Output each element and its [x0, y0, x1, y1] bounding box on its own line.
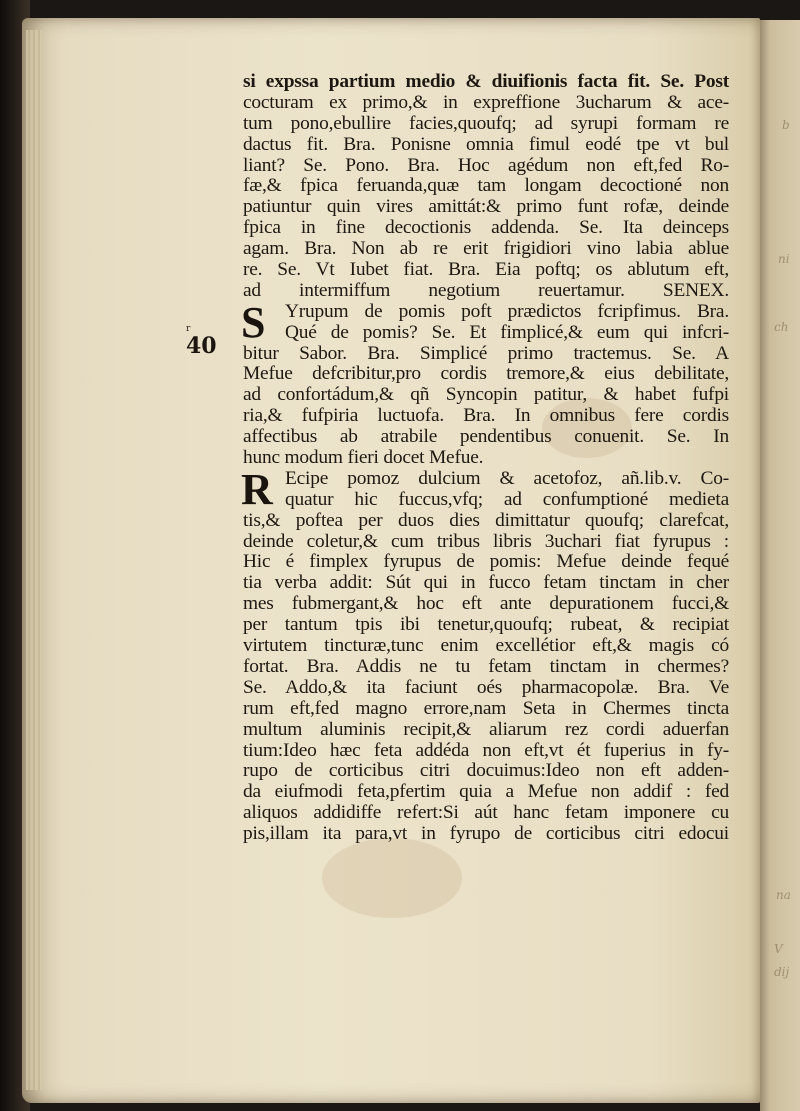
text-line: Ecipe pomoz dulcium & acetofoz, añ.lib.v. Co-	[285, 467, 729, 489]
paragraph-recipe	[241, 464, 729, 514]
text-line: Yrupum de pomis poft prædictos fcripfimus. Bra.	[285, 300, 729, 322]
paragraph-dialogue-1	[243, 72, 729, 302]
paragraph-syrup-continued	[243, 344, 729, 469]
text-line: fortat. Bra. Addis ne tu fetam tinctam in chermes?	[243, 655, 729, 677]
bleed-through-mark: dij	[774, 965, 790, 979]
page-edges	[26, 30, 42, 1090]
text-line: ria,& fufpiria luctuofa. Bra. In omnibus fere cordis	[243, 405, 729, 427]
text-line: quatur hic fuccus,vfq; ad confumptioné medieta	[285, 488, 729, 510]
text-line: tum pono,ebullire facies,quoufq; ad syrupi formam re	[243, 112, 729, 134]
text-line: fæ,& fpica feruanda,quæ tam longam decoctioné non	[243, 175, 729, 197]
text-line: pis,illam ita para,vt in fyrupo de corticibus citri edocui	[243, 823, 729, 845]
text-line: hunc modum fieri docet Mefue.	[243, 447, 484, 469]
facing-page-edge	[760, 20, 800, 1111]
text-line: tis,& poftea per duos dies dimittatur quoufq; clarefcat,	[243, 509, 729, 531]
text-line: Se. Addo,& ita faciunt oés pharmacopolæ. Bra. Ve	[243, 676, 729, 698]
paper-stain	[322, 838, 462, 918]
text-line: cocturam ex primo,& in expreffione 3ucharum & ace-	[243, 91, 729, 113]
bleed-through-mark: b	[782, 118, 790, 132]
text-line: tia verba addit: Sút qui in fucco fetam tinctam in cher	[243, 572, 729, 594]
text-line: Qué de pomis? Se. Et fimplicé,& eum qui infcri-	[285, 321, 729, 343]
text-line: tium:Ideo hæc feta addéda non eft,vt ét fuperius in fy-	[243, 739, 729, 761]
page-number: 40	[186, 333, 217, 359]
paragraph-recipe-continued	[243, 511, 729, 845]
text-line: ad intermiffum negotium reuertamur. SENEX.	[243, 279, 729, 301]
drop-cap-s: S	[241, 297, 266, 347]
margin-mark: r	[186, 324, 191, 334]
text-line: si expssa partium medio & diuifionis facta fit. Se. Post	[243, 71, 729, 92]
text-line: affectibus ab atrabile pendentibus conuenit. Se. In	[243, 426, 729, 448]
text-line: agam. Bra. Non ab re erit frigidiori vino labia ablue	[243, 238, 729, 260]
text-line: multum aluminis recipit,& aliarum rez cordi aduerfan	[243, 718, 729, 740]
text-line: bitur Sabor. Bra. Simplicé primo tractemus. Se. A	[243, 342, 729, 364]
text-line: rupo de corticibus citri docuimus:Ideo non eft adden-	[243, 760, 729, 782]
text-line: liant? Se. Pono. Bra. Hoc agédum non eft,fed Ro-	[243, 154, 729, 176]
text-line: re. Se. Vt Iubet fiat. Bra. Eia poftq; os ablutum eft,	[243, 259, 729, 281]
text-line: dactus fit. Bra. Ponisne omnia fimul eodé tpe vt bul	[243, 133, 729, 155]
text-line: fpica in fine decoctionis addenda. Se. Ita deinceps	[243, 217, 729, 239]
text-line: da eiufmodi feta,pfertim quia a Mefue non addif : fed	[243, 781, 729, 803]
bleed-through-mark: ni	[778, 252, 790, 266]
text-line: patiuntur quin vires amittát:& primo funt rofæ, deinde	[243, 196, 729, 218]
text-line: aliquos addidiffe refert:Si aút hanc fetam imponere cu	[243, 802, 729, 824]
paragraph-syrup-of-apples	[241, 297, 729, 347]
text-line: mes fubmergant,& hoc eft ante depurationem fucci,&	[243, 593, 729, 615]
text-line: virtutem tincturæ,tunc enim excellétior eft,& magis có	[243, 635, 729, 657]
body-text	[243, 72, 729, 845]
bleed-through-mark: V	[774, 942, 783, 956]
drop-cap-r: R	[241, 464, 273, 514]
text-line: per tantum tpis ibi tenetur,quoufq; rubeat, & recipiat	[243, 614, 729, 636]
text-line: rum eft,fed magno errore,nam Seta in Chermes tincta	[243, 697, 729, 719]
text-line: deinde coletur,& cum tribus libris 3uchari fiat fyrupus :	[243, 530, 729, 552]
bleed-through-mark: ch	[774, 320, 789, 334]
text-line: Mefue defcribitur,pro cordis tremore,& eius debilitate,	[243, 363, 729, 385]
text-line: Hic é fimplex fyrupus de pomis: Mefue deinde fequé	[243, 551, 729, 573]
bleed-through-mark: na	[776, 888, 791, 902]
text-line: ad confortádum,& qñ Syncopin patitur, & habet fufpi	[243, 384, 729, 406]
